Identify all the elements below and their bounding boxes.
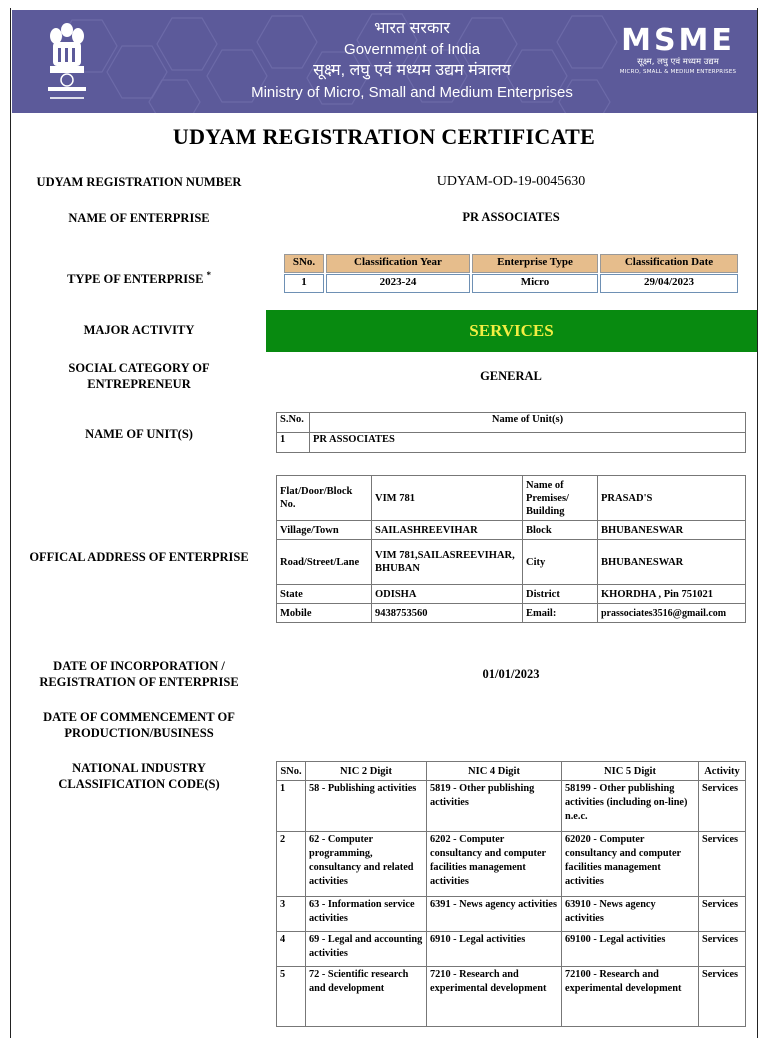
unit-name: PR ASSOCIATES (310, 433, 746, 453)
reg-number-label: UDYAM REGISTRATION NUMBER (36, 175, 242, 189)
nic-2digit: 62 - Computer programming, consultancy and related activities (306, 832, 427, 897)
type-of-enterprise-text: TYPE OF ENTERPRISE (67, 272, 204, 287)
classification-date: 29/04/2023 (600, 274, 738, 293)
nic-table (276, 761, 746, 1027)
nic-5digit: 58199 - Other publishing activities (including on-line) n.e.c. (562, 781, 699, 832)
units-table (276, 412, 746, 453)
table-row (277, 521, 746, 540)
asterisk-mark: * (206, 270, 211, 280)
nic-header-sno: SNo. (277, 762, 306, 781)
nic-5digit: 62020 - Computer consultancy and computer facilities management activities (562, 832, 699, 897)
nic-4digit: 6910 - Legal activities (427, 932, 562, 967)
nic-sno: 1 (277, 781, 306, 832)
table-row (284, 274, 738, 293)
major-activity-label: MAJOR ACTIVITY (83, 323, 195, 337)
nic-sno: 4 (277, 932, 306, 967)
commencement-label: DATE OF COMMENCEMENT OF PRODUCTION/BUSINESS (43, 710, 235, 740)
social-category-label: SOCIAL CATEGORY OF ENTREPRENEUR (68, 361, 210, 391)
major-activity-banner: SERVICES (266, 310, 757, 352)
nic-activity: Services (699, 967, 746, 1027)
nic-2digit: 63 - Information service activities (306, 897, 427, 932)
national-emblem-icon (44, 20, 90, 104)
social-category-value: GENERAL (480, 369, 542, 383)
units-header-name: Name of Unit(s) (310, 413, 746, 433)
table-row (277, 540, 746, 585)
table-row (277, 781, 746, 832)
nic-2digit: 72 - Scientific research and development (306, 967, 427, 1027)
nic-2digit: 69 - Legal and accounting activities (306, 932, 427, 967)
table-row (277, 585, 746, 604)
table-row (277, 967, 746, 1027)
nic-activity: Services (699, 832, 746, 897)
msme-logo (619, 23, 737, 76)
nic-header-row (277, 762, 746, 781)
units-header-row (277, 413, 746, 433)
table-row (277, 433, 746, 453)
flat-value: VIM 781 (372, 476, 523, 521)
premises-value: PRASAD'S (598, 476, 746, 521)
village-label: Village/Town (277, 521, 372, 540)
mobile-value: 9438753560 (372, 604, 523, 623)
classification-header-year: Classification Year (326, 254, 470, 273)
nic-header-4digit: NIC 4 Digit (427, 762, 562, 781)
header-hindi-govt: भारत सरकार (374, 20, 450, 37)
units-header-sno: S.No. (277, 413, 310, 433)
premises-label: Name of Premises/ Building (523, 476, 598, 521)
nic-2digit: 58 - Publishing activities (306, 781, 427, 832)
nic-label: NATIONAL INDUSTRY CLASSIFICATION CODE(S) (58, 761, 220, 791)
city-label: City (523, 540, 598, 585)
nic-header-5digit: NIC 5 Digit (562, 762, 699, 781)
nic-4digit: 6391 - News agency activities (427, 897, 562, 932)
nic-4digit: 6202 - Computer consultancy and computer facilities management activities (427, 832, 562, 897)
nic-5digit: 72100 - Research and experimental development (562, 967, 699, 1027)
nic-sno: 3 (277, 897, 306, 932)
email-value: prassociates3516@gmail.com (598, 604, 746, 623)
header-text (172, 18, 652, 104)
classification-type: Micro (472, 274, 598, 293)
enterprise-name-value: PR ASSOCIATES (462, 210, 560, 224)
classification-header-sno: SNo. (284, 254, 324, 273)
classification-header-row (284, 254, 738, 273)
address-table (276, 475, 746, 623)
table-row (277, 604, 746, 623)
unit-label: NAME OF UNIT(S) (85, 427, 193, 441)
nic-4digit: 5819 - Other publishing activities (427, 781, 562, 832)
table-row (277, 897, 746, 932)
block-value: BHUBANESWAR (598, 521, 746, 540)
nic-activity: Services (699, 897, 746, 932)
reg-number-value: UDYAM-OD-19-0045630 (436, 174, 586, 189)
table-row (277, 932, 746, 967)
header-banner (12, 10, 757, 113)
flat-label: Flat/Door/Block No. (277, 476, 372, 521)
certificate-title: UDYAM REGISTRATION CERTIFICATE (172, 124, 596, 149)
nic-sno: 5 (277, 967, 306, 1027)
enterprise-name-label: NAME OF ENTERPRISE (68, 211, 210, 225)
road-label: Road/Street/Lane (277, 540, 372, 585)
nic-activity: Services (699, 932, 746, 967)
header-english-ministry: Ministry of Micro, Small and Medium Enterprises (251, 84, 573, 101)
classification-table (282, 253, 740, 294)
nic-header-activity: Activity (699, 762, 746, 781)
nic-5digit: 63910 - News agency activities (562, 897, 699, 932)
type-of-enterprise-label (22, 267, 256, 287)
classification-header-date: Classification Date (600, 254, 738, 273)
table-row (277, 832, 746, 897)
nic-4digit: 7210 - Research and experimental development (427, 967, 562, 1027)
classification-sno: 1 (284, 274, 324, 293)
address-label: OFFICAL ADDRESS OF ENTERPRISE (29, 550, 249, 564)
district-label: District (523, 585, 598, 604)
msme-logo-english: MICRO, SMALL & MEDIUM ENTERPRISES (619, 69, 737, 75)
header-hindi-ministry: सूक्ष्म, लघु एवं मध्यम उद्यम मंत्रालय (313, 62, 511, 79)
block-label: Block (523, 521, 598, 540)
district-value: KHORDHA , Pin 751021 (598, 585, 746, 604)
mobile-label: Mobile (277, 604, 372, 623)
msme-logo-hindi: सूक्ष्म, लघु एवं मध्यम उद्यम (637, 57, 719, 67)
incorporation-value: 01/01/2023 (482, 667, 540, 681)
state-label: State (277, 585, 372, 604)
incorporation-label: DATE OF INCORPORATION / REGISTRATION OF ENTERPRISE (39, 659, 239, 689)
village-value: SAILASHREEVIHAR (372, 521, 523, 540)
city-value: BHUBANESWAR (598, 540, 746, 585)
email-label: Email: (523, 604, 598, 623)
state-value: ODISHA (372, 585, 523, 604)
header-english-govt: Government of India (344, 41, 480, 58)
msme-logo-letters: MSME (621, 23, 735, 58)
classification-header-type: Enterprise Type (472, 254, 598, 273)
nic-header-2digit: NIC 2 Digit (306, 762, 427, 781)
unit-sno: 1 (277, 433, 310, 453)
classification-year: 2023-24 (326, 274, 470, 293)
nic-activity: Services (699, 781, 746, 832)
nic-5digit: 69100 - Legal activities (562, 932, 699, 967)
road-value: VIM 781,SAILASREEVIHAR, BHUBAN (372, 540, 523, 585)
table-row (277, 476, 746, 521)
nic-sno: 2 (277, 832, 306, 897)
